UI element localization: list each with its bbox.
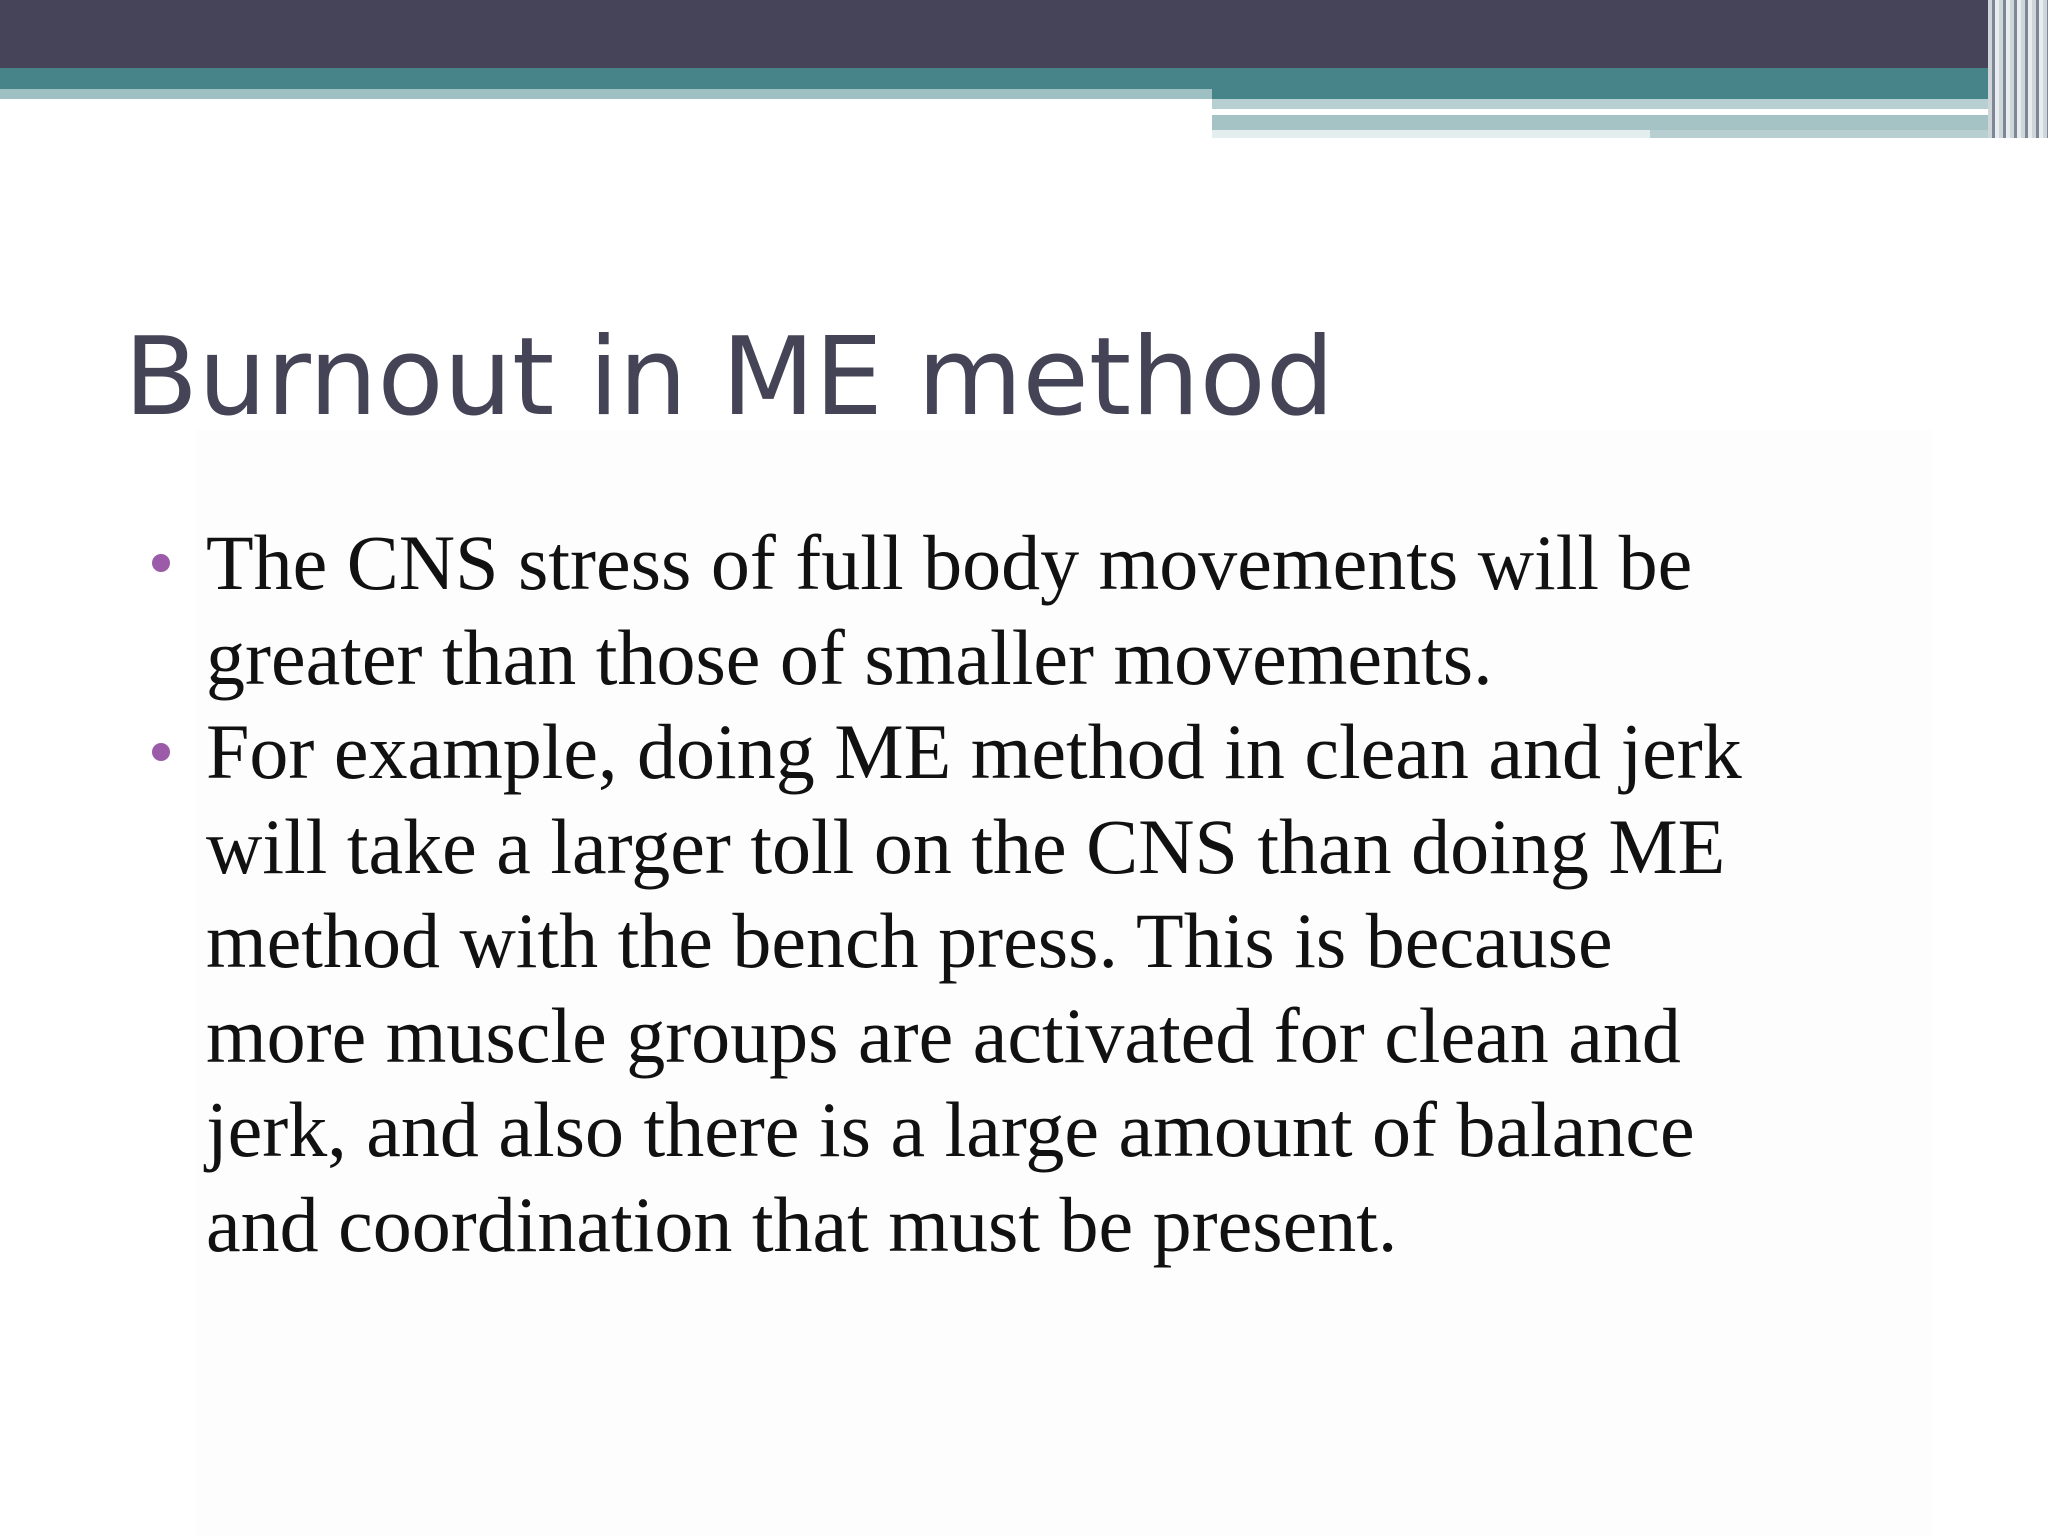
bullet-text [206,705,2048,1272]
bullet-line: jerk, and also there is a large amount of balance [206,1086,1695,1173]
bullet-text [206,516,2048,705]
header-edge-stripes [1988,0,2048,138]
bullet-line: For example, doing ME method in clean and jerk [206,708,1742,795]
header-accent-line [1212,99,2048,109]
bullet-marker-icon [152,554,170,572]
bullet-line: will take a larger toll on the CNS than doing ME [206,802,1726,890]
header-teal-accent-left [0,89,1212,99]
header-teal-band-left [0,68,1212,89]
bullet-line: and coordination that must be present. [206,1180,1398,1268]
header-dark-band [0,0,2048,68]
header-accent-line [1212,130,1650,138]
bullet-line: method with the bench press. This is because [206,897,1613,984]
bullet-line: The CNS stress of full body movements will be [206,519,1693,606]
header-teal-band-right [1212,68,2048,99]
bullet-item [150,516,1950,705]
bullet-marker-icon [152,743,170,761]
bullet-line: greater than those of smaller movements. [206,613,1493,701]
slide-title: Burnout in ME method [124,315,1335,440]
bullet-list [150,516,1950,1272]
bullet-item [150,705,1950,1272]
bullet-line: more muscle groups are activated for clean and [206,991,1681,1079]
header-accent-line [1212,115,2048,130]
